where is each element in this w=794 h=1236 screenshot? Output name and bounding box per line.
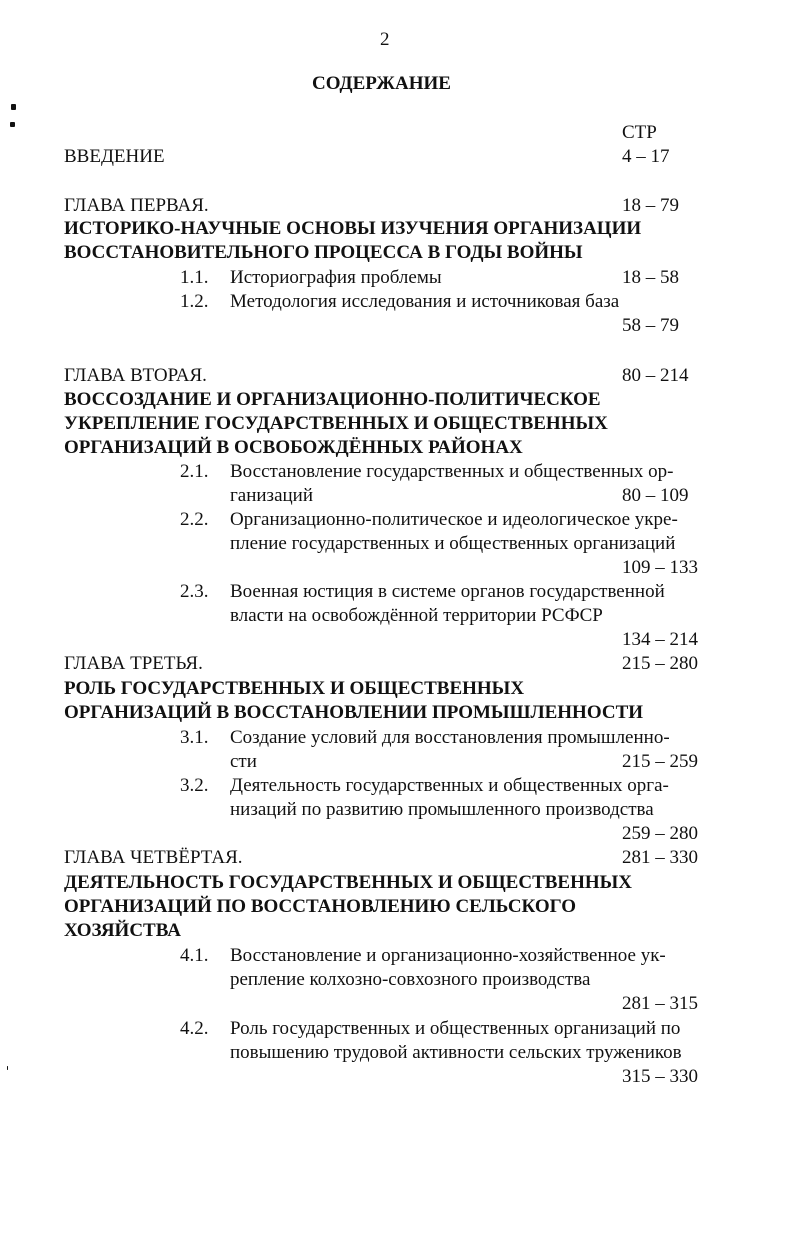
chapter-title-line: ОРГАНИЗАЦИЙ В ВОССТАНОВЛЕНИИ ПРОМЫШЛЕННОСТИ: [64, 702, 644, 723]
chapter-pages: 18 – 79: [622, 195, 679, 216]
chapter-pages: 215 – 280: [622, 653, 698, 674]
section-title-line: пление государственных и общественных организаций: [230, 533, 676, 554]
section-pages: 18 – 58: [622, 267, 679, 288]
section-title-line: Восстановление и организационно-хозяйственное ук-: [230, 945, 666, 966]
chapter-title-line: ХОЗЯЙСТВА: [64, 920, 181, 941]
section-pages: 315 – 330: [622, 1066, 698, 1087]
section-title-line: низаций по развитию промышленного производства: [230, 799, 654, 820]
section-title-line: Создание условий для восстановления промышленно-: [230, 727, 670, 748]
page-column-header: СТР: [622, 122, 657, 143]
section-title-line: Историография проблемы: [230, 267, 442, 288]
section-number: 2.1.: [180, 461, 209, 482]
section-title-line: Деятельность государственных и общественных орга-: [230, 775, 669, 796]
scan-mark: [7, 1066, 8, 1070]
section-number: 4.1.: [180, 945, 209, 966]
chapter-title-line: ВОССТАНОВИТЕЛЬНОГО ПРОЦЕССА В ГОДЫ ВОЙНЫ: [64, 242, 583, 263]
chapter-pages: 80 – 214: [622, 365, 689, 386]
page-title: СОДЕРЖАНИЕ: [312, 73, 451, 94]
intro-label: ВВЕДЕНИЕ: [64, 146, 165, 167]
section-pages: 259 – 280: [622, 823, 698, 844]
chapter-title-line: ВОССОЗДАНИЕ И ОРГАНИЗАЦИОННО-ПОЛИТИЧЕСКОЕ: [64, 389, 601, 410]
section-number: 1.2.: [180, 291, 209, 312]
intro-pages: 4 – 17: [622, 146, 670, 167]
chapter-label: ГЛАВА ТРЕТЬЯ.: [64, 653, 203, 674]
chapter-label: ГЛАВА ЧЕТВЁРТАЯ.: [64, 847, 243, 868]
section-number: 4.2.: [180, 1018, 209, 1039]
section-title-line: Организационно-политическое и идеологическое укре-: [230, 509, 678, 530]
chapter-label: ГЛАВА ВТОРАЯ.: [64, 365, 207, 386]
section-title-line: Восстановление государственных и общественных ор-: [230, 461, 674, 482]
page-number: 2: [380, 29, 390, 50]
scan-mark: [11, 104, 16, 110]
section-title-line: власти на освобождённой территории РСФСР: [230, 605, 603, 626]
section-number: 3.2.: [180, 775, 209, 796]
section-title-line: сти: [230, 751, 257, 772]
chapter-title-line: РОЛЬ ГОСУДАРСТВЕННЫХ И ОБЩЕСТВЕННЫХ: [64, 678, 525, 699]
chapter-title-line: ДЕЯТЕЛЬНОСТЬ ГОСУДАРСТВЕННЫХ И ОБЩЕСТВЕННЫХ: [64, 872, 633, 893]
section-title-line: Военная юстиция в системе органов государственной: [230, 581, 665, 602]
chapter-title-line: ОРГАНИЗАЦИЙ ПО ВОССТАНОВЛЕНИЮ СЕЛЬСКОГО: [64, 896, 577, 917]
section-title-line: Методология исследования и источниковая база: [230, 291, 620, 312]
section-pages: 134 – 214: [622, 629, 698, 650]
chapter-title-line: ОРГАНИЗАЦИЙ В ОСВОБОЖДЁННЫХ РАЙОНАХ: [64, 437, 523, 458]
section-title-line: повышению трудовой активности сельских тружеников: [230, 1042, 682, 1063]
section-title-line: ганизаций: [230, 485, 314, 506]
chapter-pages: 281 – 330: [622, 847, 698, 868]
section-number: 2.2.: [180, 509, 209, 530]
section-number: 1.1.: [180, 267, 209, 288]
section-title-line: репление колхозно-совхозного производства: [230, 969, 591, 990]
chapter-title-line: УКРЕПЛЕНИЕ ГОСУДАРСТВЕННЫХ И ОБЩЕСТВЕННЫХ: [64, 413, 608, 434]
scan-mark: [10, 122, 15, 127]
section-pages: 58 – 79: [622, 315, 679, 336]
chapter-label: ГЛАВА ПЕРВАЯ.: [64, 195, 209, 216]
section-title-line: Роль государственных и общественных организаций по: [230, 1018, 681, 1039]
section-pages: 80 – 109: [622, 485, 689, 506]
section-pages: 215 – 259: [622, 751, 698, 772]
section-number: 2.3.: [180, 581, 209, 602]
section-pages: 109 – 133: [622, 557, 698, 578]
section-pages: 281 – 315: [622, 993, 698, 1014]
chapter-title-line: ИСТОРИКО-НАУЧНЫЕ ОСНОВЫ ИЗУЧЕНИЯ ОРГАНИЗАЦИИ: [64, 218, 642, 239]
section-number: 3.1.: [180, 727, 209, 748]
